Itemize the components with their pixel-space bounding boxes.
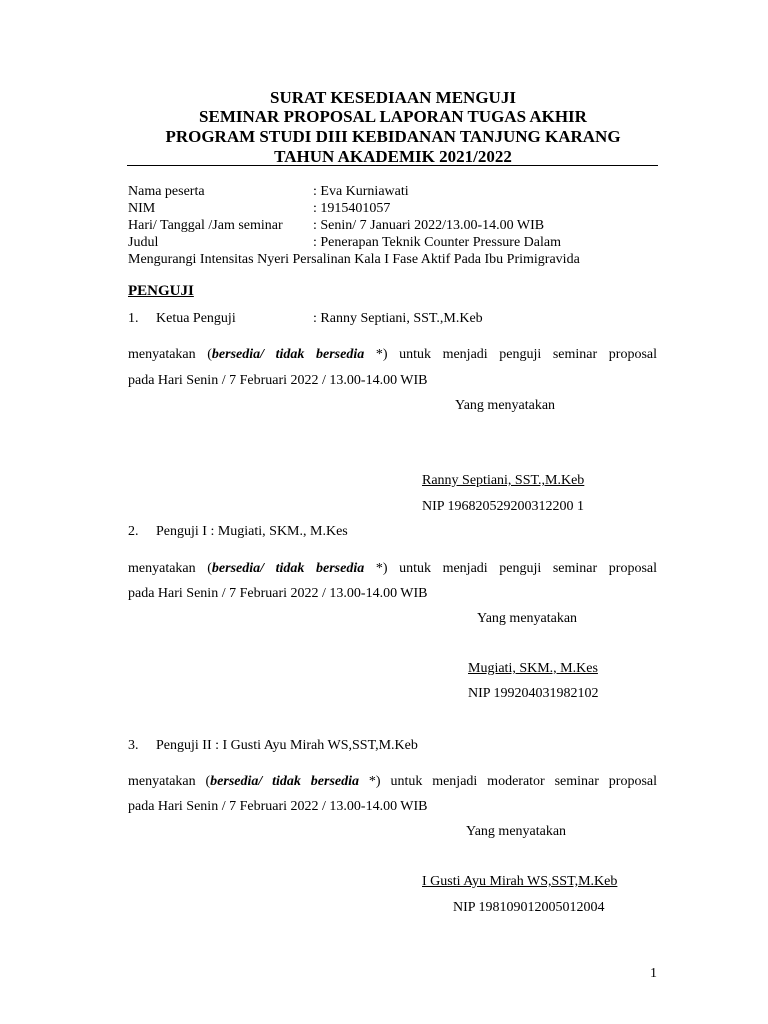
examiner-3-number: 3. <box>128 738 139 753</box>
examiner-1-yang-menyatakan: Yang menyatakan <box>455 398 556 413</box>
nama-label: Nama peserta <box>128 184 205 199</box>
examiner-3-signature-name: I Gusti Ayu Mirah WS,SST,M.Keb <box>422 874 618 889</box>
page-number: 1 <box>650 966 657 981</box>
title-line-3: PROGRAM STUDI DIII KEBIDANAN TANJUNG KARANG <box>165 127 621 146</box>
judul-value: : Penerapan Teknik Counter Pressure Dalam <box>313 235 561 250</box>
examiner-2-date: pada Hari Senin / 7 Februari 2022 / 13.00-14.00 WIB <box>128 586 428 601</box>
nim-label: NIM <box>128 201 156 216</box>
examiner-2-role: Penguji I : Mugiati, SKM., M.Kes <box>156 524 348 539</box>
examiner-3-nip: NIP 198109012005012004 <box>453 900 605 915</box>
title-line-4: TAHUN AKADEMIK 2021/2022 <box>274 147 512 166</box>
examiner-2-signature-name: Mugiati, SKM., M.Kes <box>468 661 598 676</box>
examiner-2-number: 2. <box>128 524 139 539</box>
examiner-3-yang-menyatakan: Yang menyatakan <box>466 824 567 839</box>
penguji-heading: PENGUJI <box>128 283 194 299</box>
examiner-2-yang-menyatakan: Yang menyatakan <box>477 611 578 626</box>
availability-option: bersedia/ tidak bersedia <box>211 347 365 362</box>
header-rule <box>127 165 658 166</box>
availability-option: bersedia/ tidak bersedia <box>211 561 365 576</box>
examiner-1-number: 1. <box>128 311 139 326</box>
nim-value: : 1915401057 <box>313 201 391 216</box>
examiner-1-date: pada Hari Senin / 7 Februari 2022 / 13.00-14.00 WIB <box>128 373 428 388</box>
examiner-3-statement: menyatakan (bersedia/ tidak bersedia *) untuk menjadi moderator seminar proposal <box>128 774 657 789</box>
examiner-2-statement: menyatakan (bersedia/ tidak bersedia *) untuk menjadi penguji seminar proposal <box>128 561 657 576</box>
judul-continuation: Mengurangi Intensitas Nyeri Persalinan Kala I Fase Aktif Pada Ibu Primigravida <box>128 252 580 267</box>
nama-value: : Eva Kurniawati <box>313 184 409 199</box>
title-line-2: SEMINAR PROPOSAL LAPORAN TUGAS AKHIR <box>199 107 587 126</box>
examiner-1-name: : Ranny Septiani, SST.,M.Keb <box>313 311 483 326</box>
examiner-3-role: Penguji II : I Gusti Ayu Mirah WS,SST,M.Keb <box>156 738 418 753</box>
hari-label: Hari/ Tanggal /Jam seminar <box>128 218 283 233</box>
hari-value: : Senin/ 7 Januari 2022/13.00-14.00 WIB <box>313 218 545 233</box>
examiner-1-statement: menyatakan (bersedia/ tidak bersedia *) untuk menjadi penguji seminar proposal <box>128 347 657 362</box>
availability-option: bersedia/ tidak bersedia <box>210 774 360 789</box>
judul-label: Judul <box>128 235 159 250</box>
examiner-1-signature-name: Ranny Septiani, SST.,M.Keb <box>422 473 585 488</box>
examiner-1-role: Ketua Penguji <box>156 311 236 326</box>
examiner-1-nip: NIP 196820529200312200 1 <box>422 499 585 514</box>
examiner-2-nip: NIP 199204031982102 <box>468 686 599 701</box>
examiner-3-date: pada Hari Senin / 7 Februari 2022 / 13.00-14.00 WIB <box>128 799 428 814</box>
title-line-1: SURAT KESEDIAAN MENGUJI <box>270 88 516 107</box>
